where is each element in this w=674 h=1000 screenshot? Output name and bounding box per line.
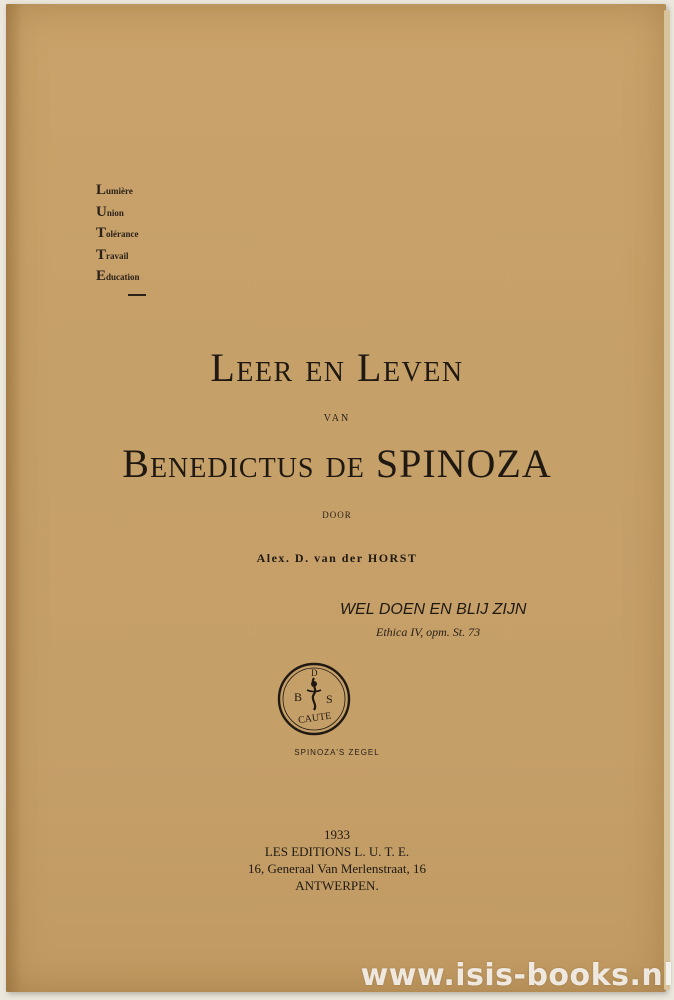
series-divider bbox=[128, 294, 146, 296]
motto-source: Ethica IV, opm. St. 73 bbox=[376, 625, 481, 639]
title-name: SPINOZA bbox=[375, 441, 552, 486]
series-item bbox=[96, 180, 146, 202]
series-acrostic bbox=[96, 180, 146, 296]
series-word: umière bbox=[106, 186, 133, 196]
series-initial: E bbox=[96, 268, 107, 284]
series-item bbox=[96, 223, 146, 245]
series-item bbox=[96, 245, 146, 267]
series-initial: U bbox=[96, 203, 107, 220]
series-word: ravail bbox=[106, 250, 129, 261]
series-word: nion bbox=[106, 207, 124, 218]
author-name: Alex. D. van der HORST bbox=[256, 551, 418, 565]
series-word: ducation bbox=[106, 272, 140, 282]
series-initial: T bbox=[96, 246, 107, 263]
seal-motto: CAUTE bbox=[297, 710, 333, 727]
series-item bbox=[96, 202, 146, 224]
title-line-1: Leer en Leven bbox=[210, 345, 464, 390]
imprint-address: 16, Generaal Van Merlenstraat, 16 bbox=[247, 861, 427, 876]
title-prefix: Benedictus de bbox=[122, 441, 365, 486]
watermark: www.isis-books.nl bbox=[360, 958, 674, 993]
seal-caption: SPINOZA'S ZEGEL bbox=[294, 748, 380, 757]
title-van: van bbox=[323, 410, 351, 425]
series-initial: T bbox=[96, 225, 107, 241]
imprint bbox=[0, 826, 674, 894]
seal-letter: S bbox=[326, 692, 333, 706]
seal-letter: B bbox=[294, 690, 303, 704]
series-word: olérance bbox=[106, 229, 139, 239]
spinoza-seal-icon bbox=[277, 662, 351, 736]
imprint-publisher: LES EDITIONS L. U. T. E. bbox=[264, 844, 410, 859]
imprint-year: 1933 bbox=[324, 827, 350, 842]
imprint-city: ANTWERPEN. bbox=[295, 878, 379, 893]
door-label: DOOR bbox=[322, 510, 352, 520]
seal-letter: D bbox=[311, 668, 318, 678]
series-item bbox=[96, 266, 146, 288]
series-initial: L bbox=[96, 182, 107, 198]
motto: WEL DOEN EN BLIJ ZIJN bbox=[340, 601, 527, 618]
title-line-2 bbox=[0, 440, 674, 487]
